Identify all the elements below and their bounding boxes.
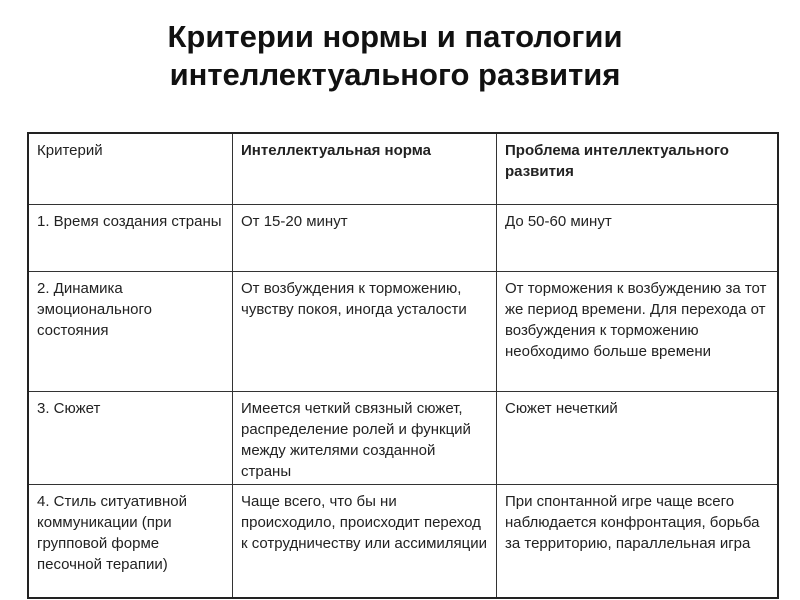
header-norm: Интеллектуальная норма [233, 133, 497, 205]
cell-problem: От торможения к возбуждению за тот же период времени. Для перехода от возбуждения к торможению необходимо больше времени [497, 272, 779, 392]
title-line-1: Критерии нормы и патологии [167, 19, 623, 54]
cell-criterion: 3. Сюжет [28, 392, 233, 485]
table-row [28, 205, 778, 272]
cell-problem: До 50-60 минут [497, 205, 779, 272]
cell-norm: Чаще всего, что бы ни происходило, происходит переход к сотрудничеству или ассимиляции [233, 485, 497, 599]
cell-problem: Сюжет нечеткий [497, 392, 779, 485]
header-criterion: Критерий [28, 133, 233, 205]
cell-criterion: 4. Стиль ситуативной коммуникации (при групповой форме песочной терапии) [28, 485, 233, 599]
criteria-table [27, 132, 779, 599]
table-row [28, 392, 778, 485]
cell-problem: При спонтанной игре чаще всего наблюдается конфронтация, борьба за территорию, параллельная игра [497, 485, 779, 599]
header-problem: Проблема интеллектуального развития [497, 133, 779, 205]
title-line-2: интеллектуального развития [169, 57, 621, 92]
cell-norm: От возбуждения к торможению, чувству покоя, иногда усталости [233, 272, 497, 392]
cell-criterion: 1. Время создания страны [28, 205, 233, 272]
cell-norm: Имеется четкий связный сюжет, распределение ролей и функций между жителями созданной страны [233, 392, 497, 485]
slide-title [0, 18, 790, 94]
table-row [28, 272, 778, 392]
cell-criterion: 2. Динамика эмоционального состояния [28, 272, 233, 392]
table-row [28, 485, 778, 599]
cell-norm: От 15-20 минут [233, 205, 497, 272]
table-header-row [28, 133, 778, 205]
